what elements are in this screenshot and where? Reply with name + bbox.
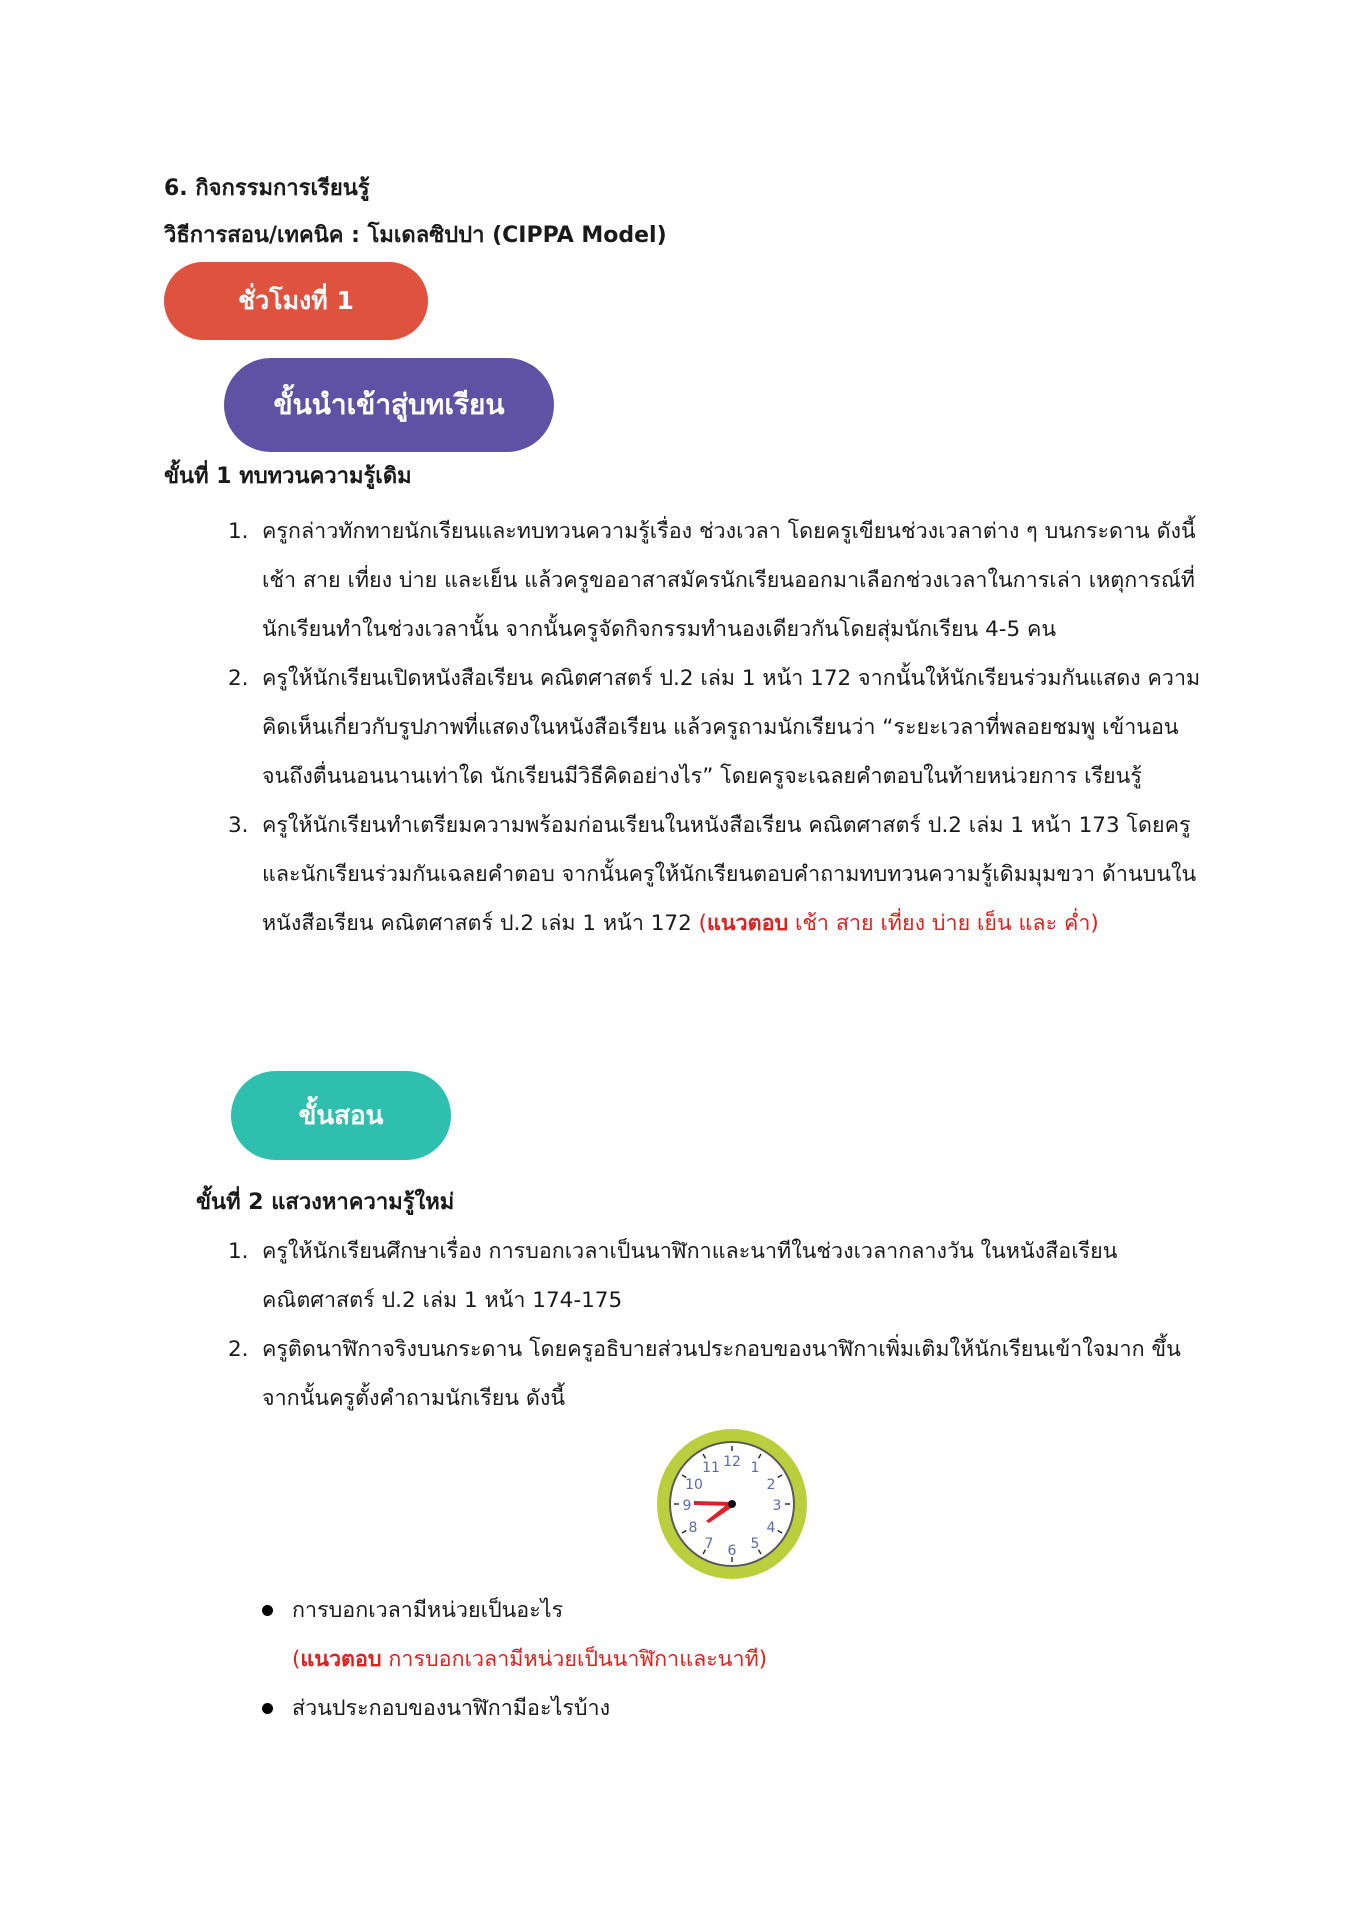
answer-label: แนวตอบ bbox=[300, 1647, 382, 1672]
list-text: ครูติดนาฬิกาจริงบนกระดาน โดยครูอธิบายส่วนประกอบของนาฬิกาเพิ่มเติมให้นักเรียนเข้าใจมาก ขึ้น จากนั้นครูตั้งคำถามนักเรียน ดังนี้ bbox=[262, 1337, 1181, 1411]
list-number: 1. bbox=[228, 1239, 249, 1264]
step-1-title: ขั้นที่ 1 ทบทวนความรู้เดิม bbox=[164, 464, 412, 489]
question-text: การบอกเวลามีหน่วยเป็นอะไร bbox=[292, 1598, 564, 1623]
question-list bbox=[262, 1586, 1162, 1733]
svg-text:9: 9 bbox=[682, 1498, 692, 1514]
svg-text:4: 4 bbox=[766, 1520, 776, 1536]
question-item bbox=[262, 1684, 1162, 1733]
list-item bbox=[228, 1325, 1208, 1423]
intro-stage-badge bbox=[224, 358, 554, 452]
list-text: ครูให้นักเรียนทำเตรียมความพร้อมก่อนเรียนในหนังสือเรียน คณิตศาสตร์ ป.2 เล่ม 1 หน้า 173 โดยครูและนักเรียนร่วมกันเฉลยคำตอบ จากนั้นครูให้นักเรียนตอบคำถามทบทวนความรู้เดิมมุมขวา ด้านบนในหนังสือเรียน คณิตศาสตร์ ป.2 เล่ม 1 หน้า 172 bbox=[262, 813, 1197, 936]
intro-steps-list bbox=[228, 507, 1208, 948]
list-number: 3. bbox=[228, 813, 249, 838]
list-number: 2. bbox=[228, 1337, 249, 1362]
teach-stage-label: ขั้นสอน bbox=[298, 1101, 384, 1131]
list-number: 1. bbox=[228, 519, 249, 544]
list-text: ครูให้นักเรียนเปิดหนังสือเรียน คณิตศาสตร์ ป.2 เล่ม 1 หน้า 172 จากนั้นให้นักเรียนร่วมกันแสดง ความคิดเห็นเกี่ยวกับรูปภาพที่แสดงในหนังสือเรียน แล้วครูถามนักเรียนว่า “ระยะเวลาที่พลอยชมพู เข้านอนจนถึงตื่นนอนนานเท่าใด นักเรียนมีวิธีคิดอย่างไร” โดยครูจะเฉลยคำตอบในท้ายหน่วยการ เรียนรู้ bbox=[262, 666, 1201, 789]
svg-text:5: 5 bbox=[750, 1536, 760, 1552]
section-title: 6. กิจกรรมการเรียนรู้ bbox=[164, 176, 370, 201]
svg-text:8: 8 bbox=[688, 1520, 698, 1536]
answer-text: เช้า สาย เที่ยง บ่าย เย็น และ ค่ำ) bbox=[788, 911, 1099, 936]
bullet-icon bbox=[262, 1605, 273, 1616]
svg-text:11: 11 bbox=[702, 1460, 720, 1476]
svg-text:1: 1 bbox=[750, 1460, 760, 1476]
analog-clock-icon bbox=[656, 1428, 808, 1580]
answer-open-paren: ( bbox=[292, 1647, 301, 1672]
list-text: ครูให้นักเรียนศึกษาเรื่อง การบอกเวลาเป็นนาฬิกาและนาทีในช่วงเวลากลางวัน ในหนังสือเรียน คณิตศาสตร์ ป.2 เล่ม 1 หน้า 174-175 bbox=[262, 1239, 1118, 1313]
hour-badge-label: ชั่วโมงที่ 1 bbox=[238, 286, 354, 315]
list-item bbox=[228, 1227, 1208, 1325]
teaching-method: วิธีการสอน/เทคนิค : โมเดลซิปปา (CIPPA Model) bbox=[164, 223, 667, 248]
svg-text:6: 6 bbox=[727, 1543, 737, 1559]
teach-stage-badge bbox=[231, 1071, 451, 1160]
list-item bbox=[228, 801, 1208, 948]
bullet-icon bbox=[262, 1703, 273, 1714]
svg-text:3: 3 bbox=[772, 1498, 782, 1514]
question-item bbox=[262, 1586, 1162, 1635]
answer-label: แนวตอบ bbox=[706, 911, 789, 936]
svg-text:7: 7 bbox=[704, 1536, 714, 1552]
svg-text:2: 2 bbox=[766, 1477, 776, 1493]
step-2-title: ขั้นที่ 2 แสวงหาความรู้ใหม่ bbox=[196, 1190, 455, 1215]
question-text: ส่วนประกอบของนาฬิกามีอะไรบ้าง bbox=[292, 1696, 611, 1721]
list-text: ครูกล่าวทักทายนักเรียนและทบทวนความรู้เรื่อง ช่วงเวลา โดยครูเขียนช่วงเวลาต่าง ๆ บนกระดาน ดังนี้เช้า สาย เที่ยง บ่าย และเย็น แล้วครูขออาสาสมัครนักเรียนออกมาเลือกช่วงเวลาในการเล่า เหตุการณ์ที่นักเรียนทำในช่วงเวลานั้น จากนั้นครูจัดกิจกรรมทำนองเดียวกันโดยสุ่มนักเรียน 4-5 คน bbox=[262, 519, 1196, 642]
svg-text:12: 12 bbox=[723, 1454, 741, 1470]
list-item bbox=[228, 507, 1208, 654]
answer-text: การบอกเวลามีหน่วยเป็นนาฬิกาและนาที) bbox=[381, 1647, 768, 1672]
teach-steps-list bbox=[228, 1227, 1208, 1423]
intro-stage-label: ขั้นนำเข้าสู่บทเรียน bbox=[273, 388, 505, 421]
list-number: 2. bbox=[228, 666, 249, 691]
question-answer bbox=[262, 1635, 1162, 1684]
list-item bbox=[228, 654, 1208, 801]
answer-open-paren: ( bbox=[698, 911, 707, 936]
hour-badge bbox=[164, 262, 428, 340]
svg-text:10: 10 bbox=[685, 1477, 703, 1493]
